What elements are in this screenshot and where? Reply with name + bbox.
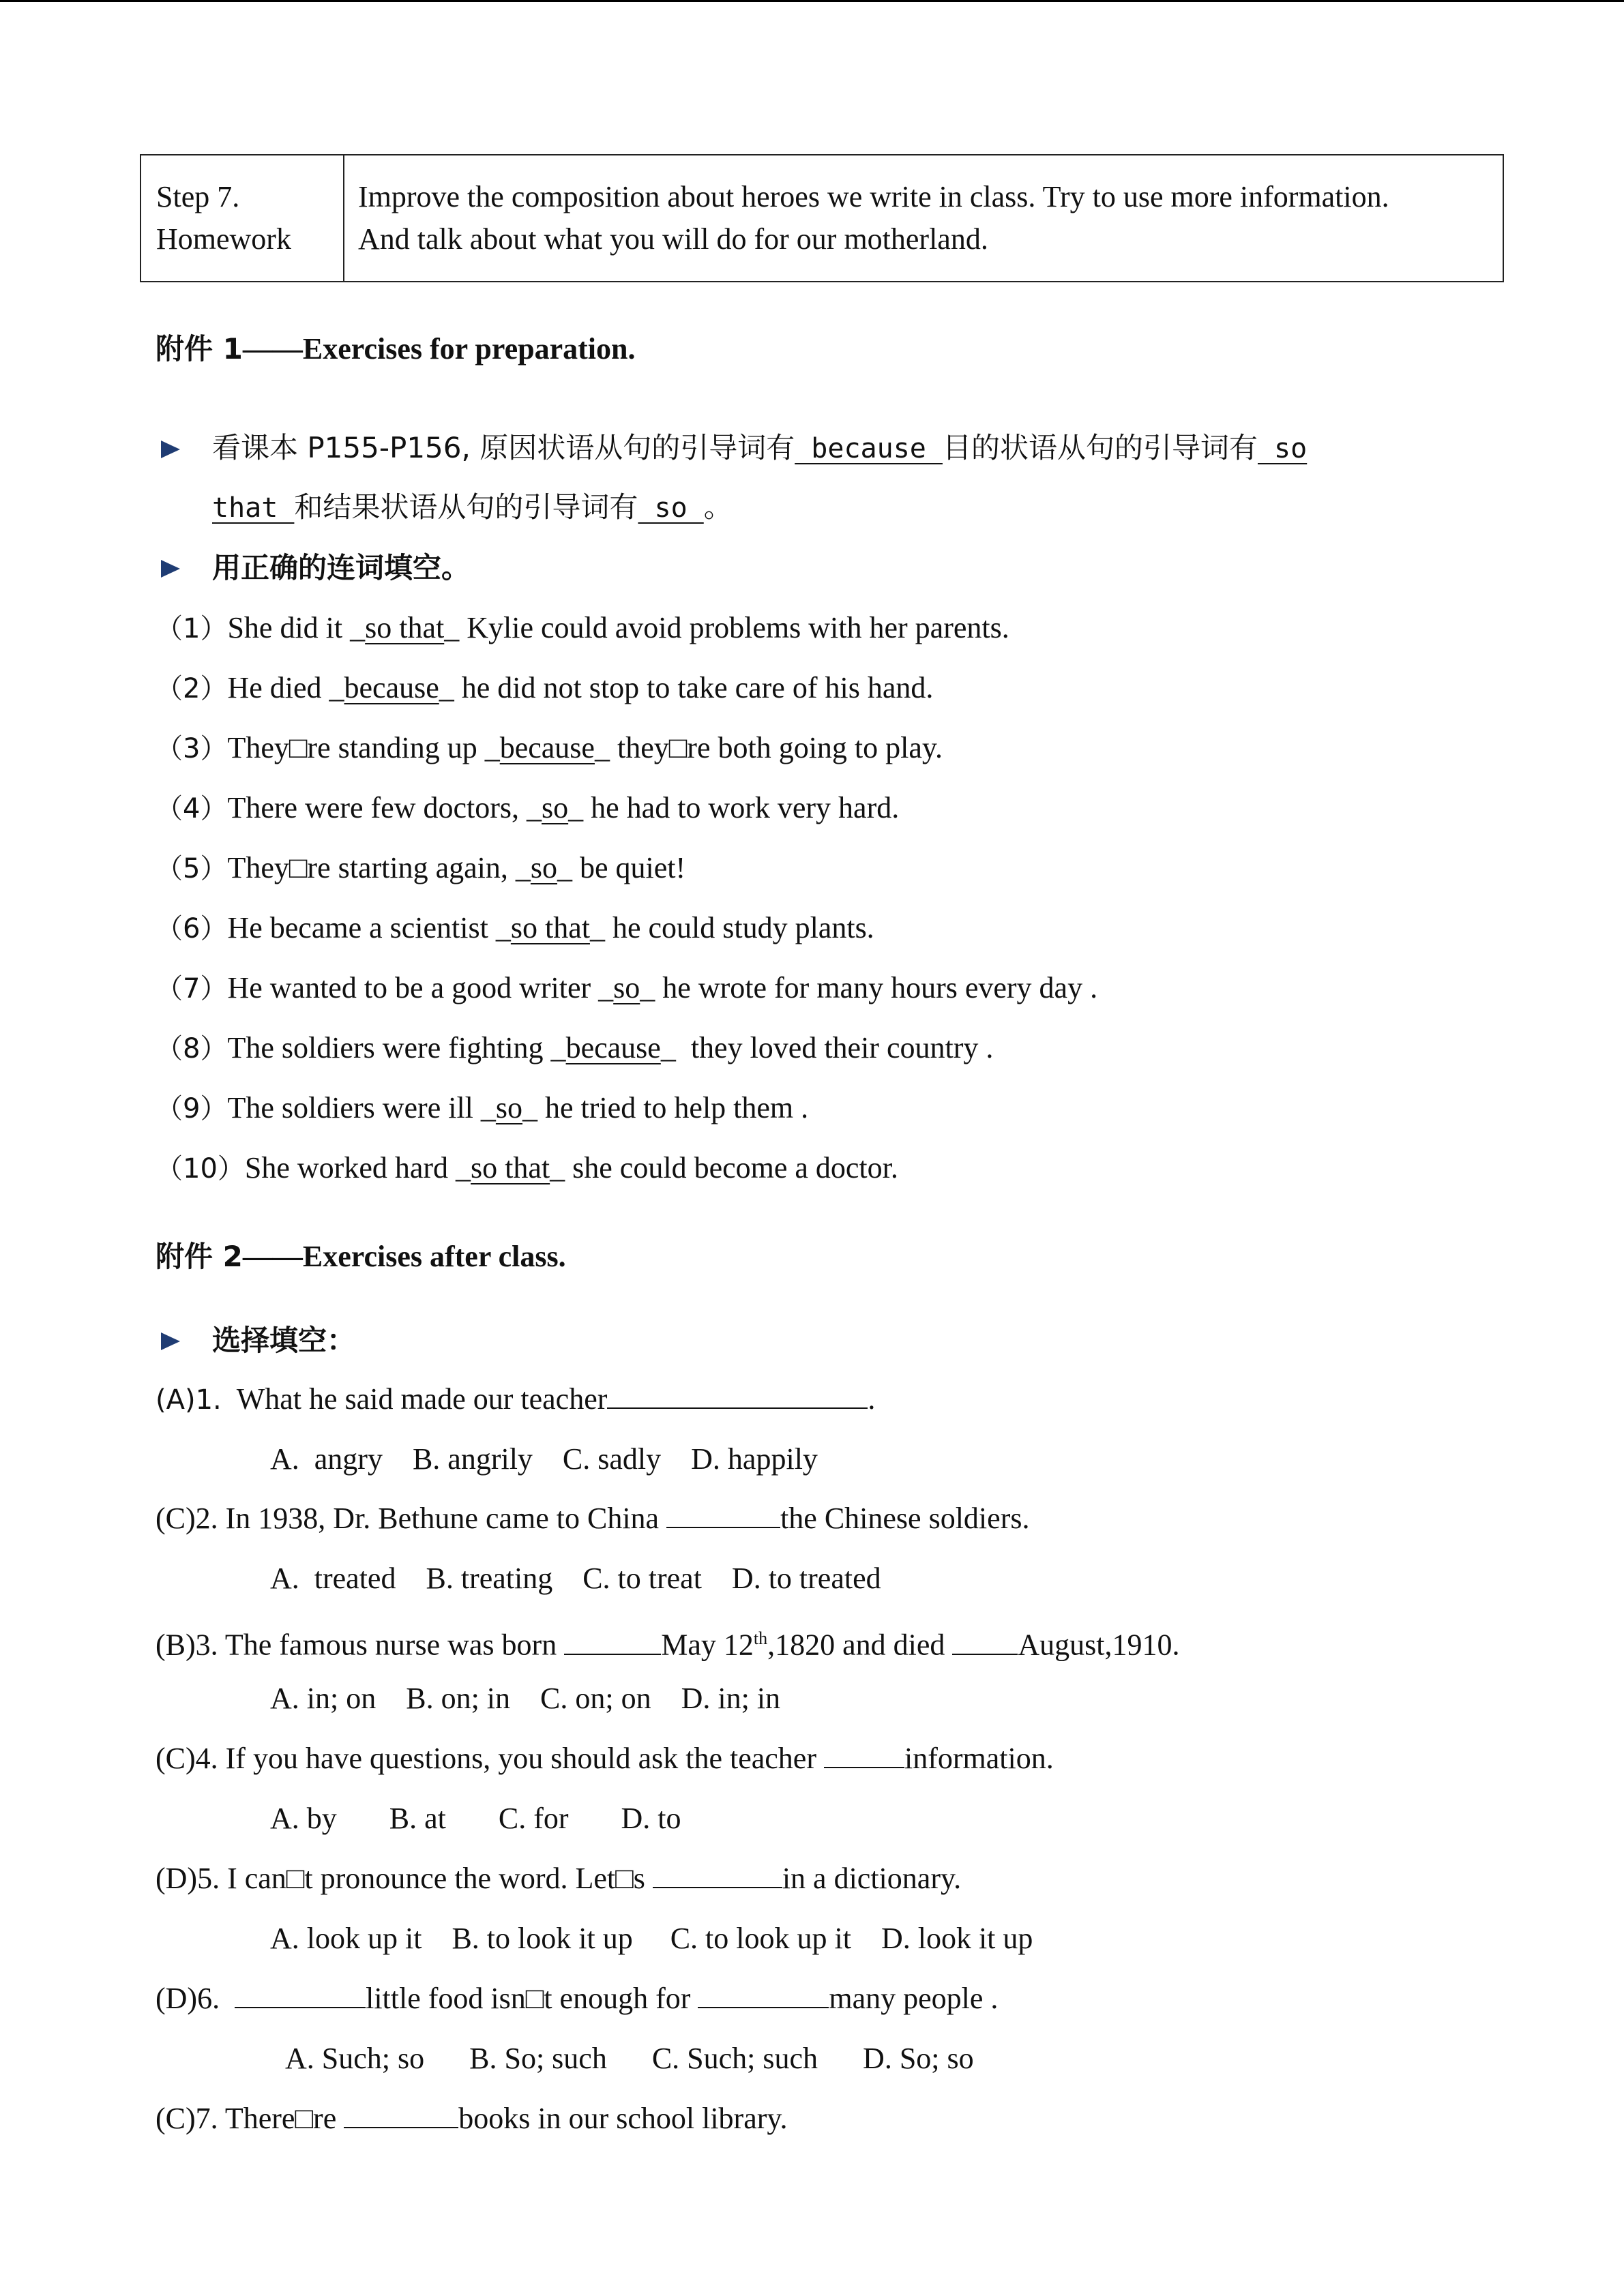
step-label-line2: Homework xyxy=(156,222,291,256)
item-answer: so xyxy=(495,1091,523,1124)
question-2: (C)2. In 1938, Dr. Bethune came to China the Chinese soldiers. xyxy=(156,1502,1030,1535)
question-6-options: A. Such; so B. So; such C. Such; such D. So; so xyxy=(285,2042,974,2075)
item-answer: so that xyxy=(365,611,445,644)
fill-in-item xyxy=(156,1088,808,1129)
answer-so-result: so xyxy=(638,492,704,524)
answer-blank xyxy=(653,1861,782,1888)
appendix1-bullet1-line2: that 和结果状语从句的引导词有 so 。 xyxy=(212,490,733,524)
item-answer: so that xyxy=(471,1151,550,1184)
item-text-before: The soldiers were ill _ xyxy=(227,1091,496,1124)
appendix2-heading: 附件 2——Exercises after class. xyxy=(156,1240,566,1273)
answer-blank xyxy=(824,1741,904,1768)
item-text-before: They□re starting again, _ xyxy=(227,851,531,884)
answer-blank xyxy=(235,1981,366,2008)
appendix2-bullet: 选择填空： xyxy=(212,1324,356,1357)
item-text-before: He died _ xyxy=(227,671,344,704)
item-number: （3） xyxy=(156,733,228,764)
item-number: （10） xyxy=(156,1153,245,1184)
item-text-after: _ they□re both going to play. xyxy=(594,731,943,764)
item-answer: so that xyxy=(510,911,590,944)
item-answer: because xyxy=(499,731,595,764)
step-content-line2: And talk about what you will do for our motherland. xyxy=(358,222,988,256)
item-answer: so xyxy=(530,851,558,884)
item-number: （1） xyxy=(156,613,228,644)
item-number: （2） xyxy=(156,673,228,704)
answer-blank xyxy=(564,1628,661,1655)
item-answer: so xyxy=(542,791,569,824)
step-content-line1: Improve the composition about heroes we write in class. Try to use more information. xyxy=(358,180,1389,213)
item-text-after: _ she could become a doctor. xyxy=(550,1151,898,1184)
fill-in-item xyxy=(156,1148,898,1189)
item-text-before: There were few doctors, _ xyxy=(227,791,542,824)
item-text-before: He became a scientist _ xyxy=(227,911,511,944)
question-5-options: A. look up it B. to look it up C. to look up it D. look it up xyxy=(270,1922,1033,1955)
question-5: (D)5. I can□t pronounce the word. Let□s in a dictionary. xyxy=(156,1862,962,1895)
item-number: （9） xyxy=(156,1093,228,1124)
item-number: （6） xyxy=(156,913,228,944)
appendix1-bullet1-line1: 看课本 P155-P156, 原因状语从句的引导词有 because 目的状语从句的引导词有 so xyxy=(212,431,1308,464)
item-text-after: _ he wrote for many hours every day . xyxy=(640,971,1098,1004)
fill-in-item xyxy=(156,908,874,949)
item-number: （8） xyxy=(156,1033,228,1064)
fill-in-item xyxy=(156,1028,993,1069)
answer-blank xyxy=(344,2101,458,2128)
fill-in-item xyxy=(156,668,933,709)
fill-in-item xyxy=(156,728,943,769)
question-3: (B)3. The famous nurse was born May 12th,1820 and died August,1910. xyxy=(156,1628,1180,1662)
homework-step-table xyxy=(140,154,1504,282)
fill-in-item xyxy=(156,968,1097,1009)
appendix1-bullet2: 用正确的连词填空。 xyxy=(212,551,471,584)
question-2-options: A. treated B. treating C. to treat D. to treated xyxy=(270,1562,881,1595)
answer-that: that xyxy=(212,492,295,524)
item-number: （7） xyxy=(156,973,228,1004)
question-7: (C)7. There□re books in our school library. xyxy=(156,2102,788,2135)
top-border-line xyxy=(0,0,1624,2)
answer-blank xyxy=(607,1382,868,1409)
item-number: （4） xyxy=(156,793,228,824)
item-answer: because xyxy=(565,1031,661,1064)
item-text-after: _ he did not stop to take care of his hand. xyxy=(439,671,934,704)
question-6: (D)6. little food isn□t enough for many people . xyxy=(156,1982,999,2015)
item-text-after: _ they loved their country . xyxy=(660,1031,994,1064)
appendix1-heading: 附件 1——Exercises for preparation. xyxy=(156,332,636,366)
question-4: (C)4. If you have questions, you should ask the teacher information. xyxy=(156,1742,1054,1775)
answer-so: so xyxy=(1257,433,1308,464)
step-label-line1: Step 7. xyxy=(156,180,240,213)
answer-blank xyxy=(698,1981,829,2008)
answer-blank xyxy=(666,1501,780,1528)
bullet-triangle-icon xyxy=(161,1332,180,1350)
step-label-cell xyxy=(141,155,344,282)
item-answer: so xyxy=(613,971,640,1004)
item-text-after: _ Kylie could avoid problems with her parents. xyxy=(444,611,1009,644)
fill-in-item xyxy=(156,608,1009,649)
item-text-after: _ he could study plants. xyxy=(589,911,874,944)
question-1-options: A. angry B. angrily C. sadly D. happily xyxy=(270,1442,818,1476)
fill-in-item xyxy=(156,848,685,889)
item-text-after: _ he tried to help them . xyxy=(522,1091,809,1124)
answer-blank xyxy=(952,1628,1018,1655)
item-text-after: _ be quiet! xyxy=(557,851,686,884)
item-text-before: She did it _ xyxy=(227,611,366,644)
question-1: (A)1. What he said made our teacher . xyxy=(156,1382,876,1416)
question-4-options: A. by B. at C. for D. to xyxy=(270,1802,681,1835)
item-text-before: They□re standing up _ xyxy=(227,731,500,764)
item-text-before: She worked hard _ xyxy=(244,1151,471,1184)
item-text-before: The soldiers were fighting _ xyxy=(227,1031,566,1064)
fill-in-item xyxy=(156,788,899,829)
item-answer: because xyxy=(344,671,439,704)
item-text-before: He wanted to be a good writer _ xyxy=(227,971,614,1004)
bullet-triangle-icon xyxy=(161,560,180,578)
question-3-options: A. in; on B. on; in C. on; on D. in; in xyxy=(270,1682,781,1715)
step-content-cell xyxy=(344,155,1503,282)
item-text-after: _ he had to work very hard. xyxy=(568,791,900,824)
bullet-triangle-icon xyxy=(161,441,180,458)
item-number: （5） xyxy=(156,853,228,884)
answer-because: because xyxy=(795,433,943,464)
